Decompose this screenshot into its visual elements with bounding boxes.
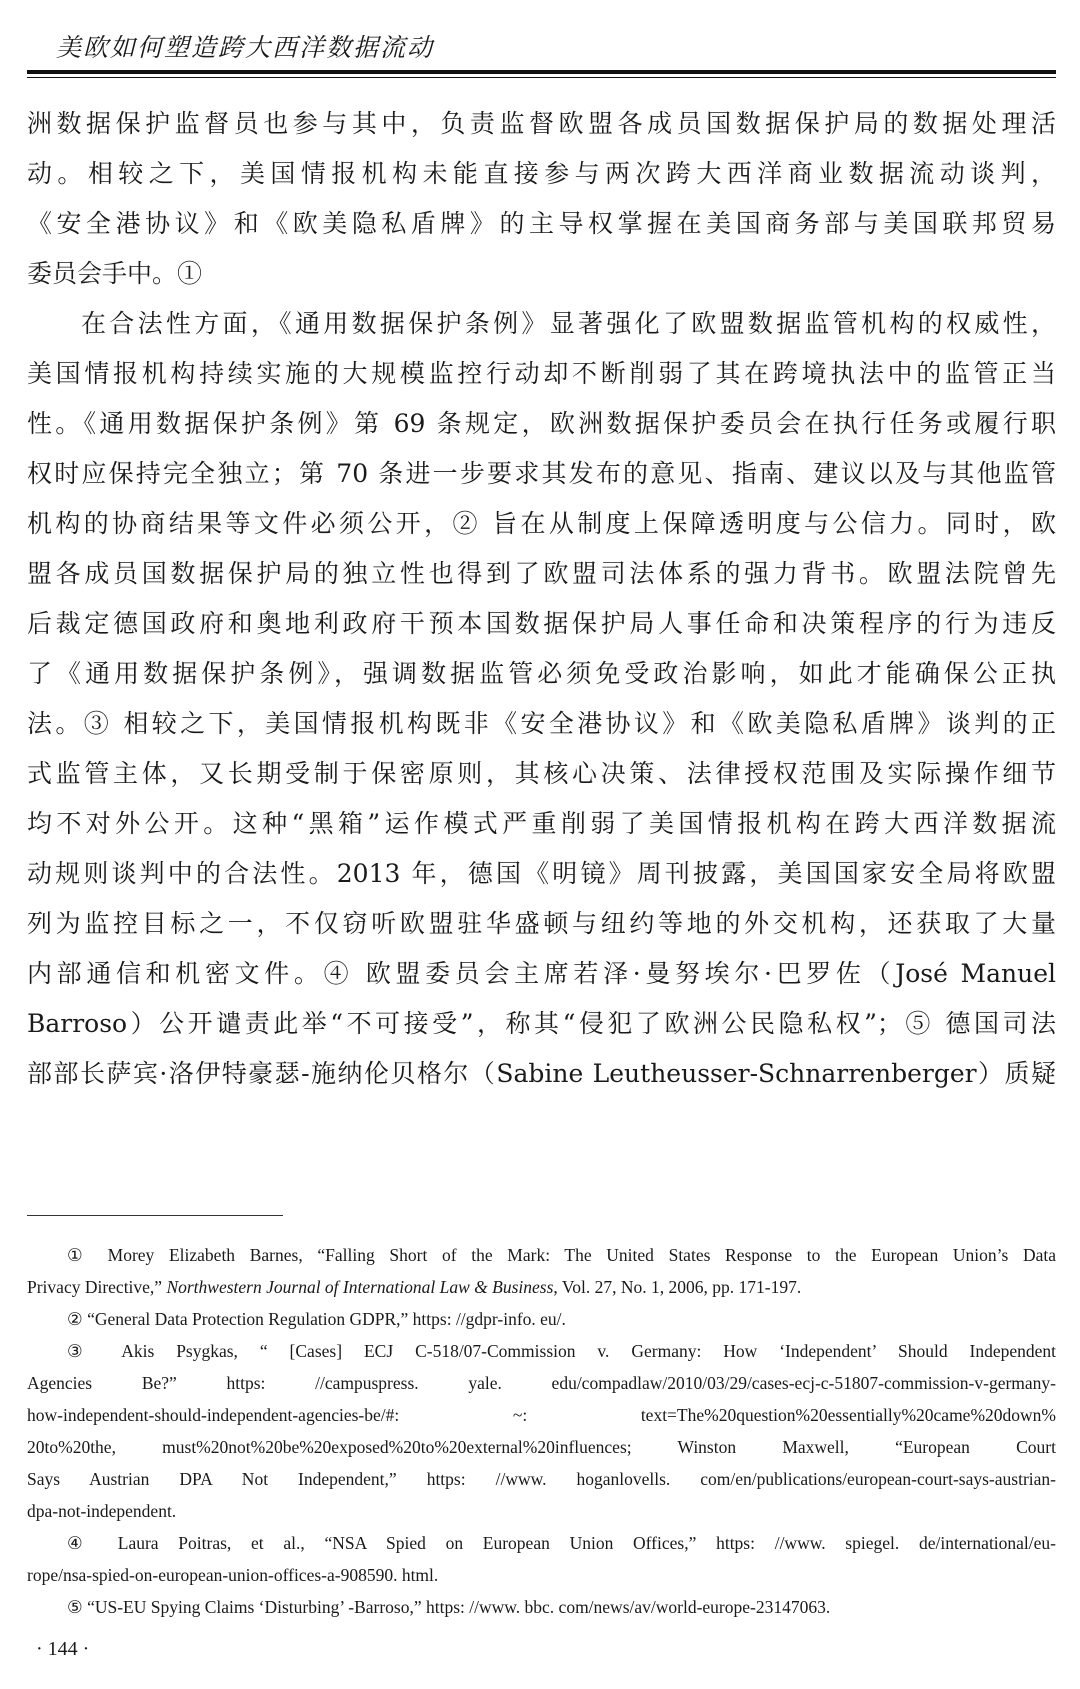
- body-line: 后裁定德国政府和奥地利政府干预本国数据保护局人事任命和决策程序的行为违反: [27, 609, 1056, 638]
- journal-title: Northwestern Journal of International Law & Business: [166, 1277, 554, 1297]
- footnote-line: [27, 1559, 1056, 1591]
- body-line: 权时应保持完全独立；第 70 条进一步要求其发布的意见、指南、建议以及与其他监管: [27, 459, 1056, 488]
- body-line: 式监管主体，又长期受制于保密原则，其核心决策、法律授权范围及实际操作细节: [27, 759, 1056, 788]
- footnote-text: rope/nsa-spied-on-european-union-offices-a-908590. html.: [27, 1565, 439, 1585]
- footnote-line: [27, 1239, 1056, 1271]
- body-line: Barroso）公开谴责此举“不可接受”，称其“侵犯了欧洲公民隐私权”；⑤ 德国司法: [27, 1009, 1056, 1038]
- body-line: 《安全港协议》和《欧美隐私盾牌》的主导权掌握在美国商务部与美国联邦贸易: [27, 209, 1056, 238]
- body-line: 机构的协商结果等文件必须公开，② 旨在从制度上保障透明度与公信力。同时，欧: [27, 509, 1056, 538]
- footnote-text: Privacy Directive,”: [27, 1277, 167, 1297]
- body-line: 美国情报机构持续实施的大规模监控行动却不断削弱了其在跨境执法中的监管正当: [27, 359, 1056, 388]
- footnote-line: [27, 1431, 1056, 1463]
- body-text: [27, 99, 1056, 1099]
- body-line: 动。相较之下，美国情报机构未能直接参与两次跨大西洋商业数据流动谈判，: [27, 159, 1056, 188]
- body-line: 动规则谈判中的合法性。2013 年，德国《明镜》周刊披露，美国国家安全局将欧盟: [27, 859, 1056, 888]
- page-number: · 144 ·: [36, 1638, 90, 1660]
- footnote-text: ① Morey Elizabeth Barnes, “Falling Short of the Mark: The United States Response to the European Union’s Data: [67, 1245, 1056, 1265]
- footnote-line: [27, 1399, 1056, 1431]
- body-line: 盟各成员国数据保护局的独立性也得到了欧盟司法体系的强力背书。欧盟法院曾先: [27, 559, 1056, 588]
- footnote-text: ④ Laura Poitras, et al., “NSA Spied on European Union Offices,” https: //www. spiegel. de/international/eu-: [67, 1533, 1056, 1553]
- footnote-text: dpa-not-independent.: [27, 1501, 177, 1521]
- body-line: 内部通信和机密文件。④ 欧盟委员会主席若泽·曼努埃尔·巴罗佐（José Manuel: [27, 959, 1056, 988]
- body-line: 法。③ 相较之下，美国情报机构既非《安全港协议》和《欧美隐私盾牌》谈判的正: [27, 709, 1056, 738]
- footnote-text: how-independent-should-independent-agencies-be/#: ~: text=The%20question%20essentially%20came%20down%: [27, 1405, 1056, 1425]
- footnote-line: [27, 1495, 1056, 1527]
- header-rule-thin: [27, 77, 1056, 78]
- footnote-text: Agencies Be?” https: //campuspress. yale. edu/compadlaw/2010/03/29/cases-ecj-c-51807-commission-v-germany-: [27, 1373, 1056, 1393]
- header-rule-thick: [27, 70, 1056, 74]
- footnote-line: [27, 1367, 1056, 1399]
- footnote-line: [27, 1335, 1056, 1367]
- footnote-text: ⑤ “US-EU Spying Claims ‘Disturbing’ -Barroso,” https: //www. bbc. com/news/av/world-europe-23147063.: [67, 1597, 831, 1617]
- body-line: 洲数据保护监督员也参与其中，负责监督欧盟各成员国数据保护局的数据处理活: [27, 109, 1056, 138]
- footnote-line: [27, 1303, 1056, 1335]
- footnote-separator: [27, 1215, 283, 1216]
- body-line: 列为监控目标之一，不仅窃听欧盟驻华盛顿与纽约等地的外交机构，还获取了大量: [27, 909, 1056, 938]
- footnote-text: Says Austrian DPA Not Independent,” https: //www. hoganlovells. com/en/publications/european-court-says-austrian-: [27, 1469, 1056, 1489]
- footnote-line: [27, 1591, 1056, 1623]
- footnotes: [27, 1239, 1056, 1623]
- body-line: 均不对外公开。这种“黑箱”运作模式严重削弱了美国情报机构在跨大西洋数据流: [27, 809, 1056, 838]
- body-line: 了《通用数据保护条例》，强调数据监管必须免受政治影响，如此才能确保公正执: [27, 659, 1056, 688]
- footnote-text: ② “General Data Protection Regulation GDPR,” https: //gdpr-info. eu/.: [67, 1309, 566, 1329]
- footnote-line: [27, 1527, 1056, 1559]
- footnote-line: [27, 1271, 1056, 1303]
- footnote-text: ③ Akis Psygkas, “ [Cases] ECJ C-518/07-Commission v. Germany: How ‘Independent’ Should Independent: [67, 1341, 1056, 1361]
- body-line: 在合法性方面，《通用数据保护条例》显著强化了欧盟数据监管机构的权威性，: [81, 309, 1056, 338]
- footnote-text: 20to%20the, must%20not%20be%20exposed%20to%20external%20influences; Winston Maxwell, “European Court: [27, 1437, 1056, 1457]
- running-header: 美欧如何塑造跨大西洋数据流动: [56, 33, 435, 62]
- footnote-text: , Vol. 27, No. 1, 2006, pp. 171-197.: [553, 1277, 802, 1297]
- body-line: 性。《通用数据保护条例》第 69 条规定，欧洲数据保护委员会在执行任务或履行职: [27, 409, 1056, 438]
- footnote-line: [27, 1463, 1056, 1495]
- body-line: 部部长萨宾·洛伊特豪瑟-施纳伦贝格尔（Sabine Leutheusser-Schnarrenberger）质疑: [27, 1059, 1056, 1088]
- body-line: 委员会手中。①: [27, 259, 203, 288]
